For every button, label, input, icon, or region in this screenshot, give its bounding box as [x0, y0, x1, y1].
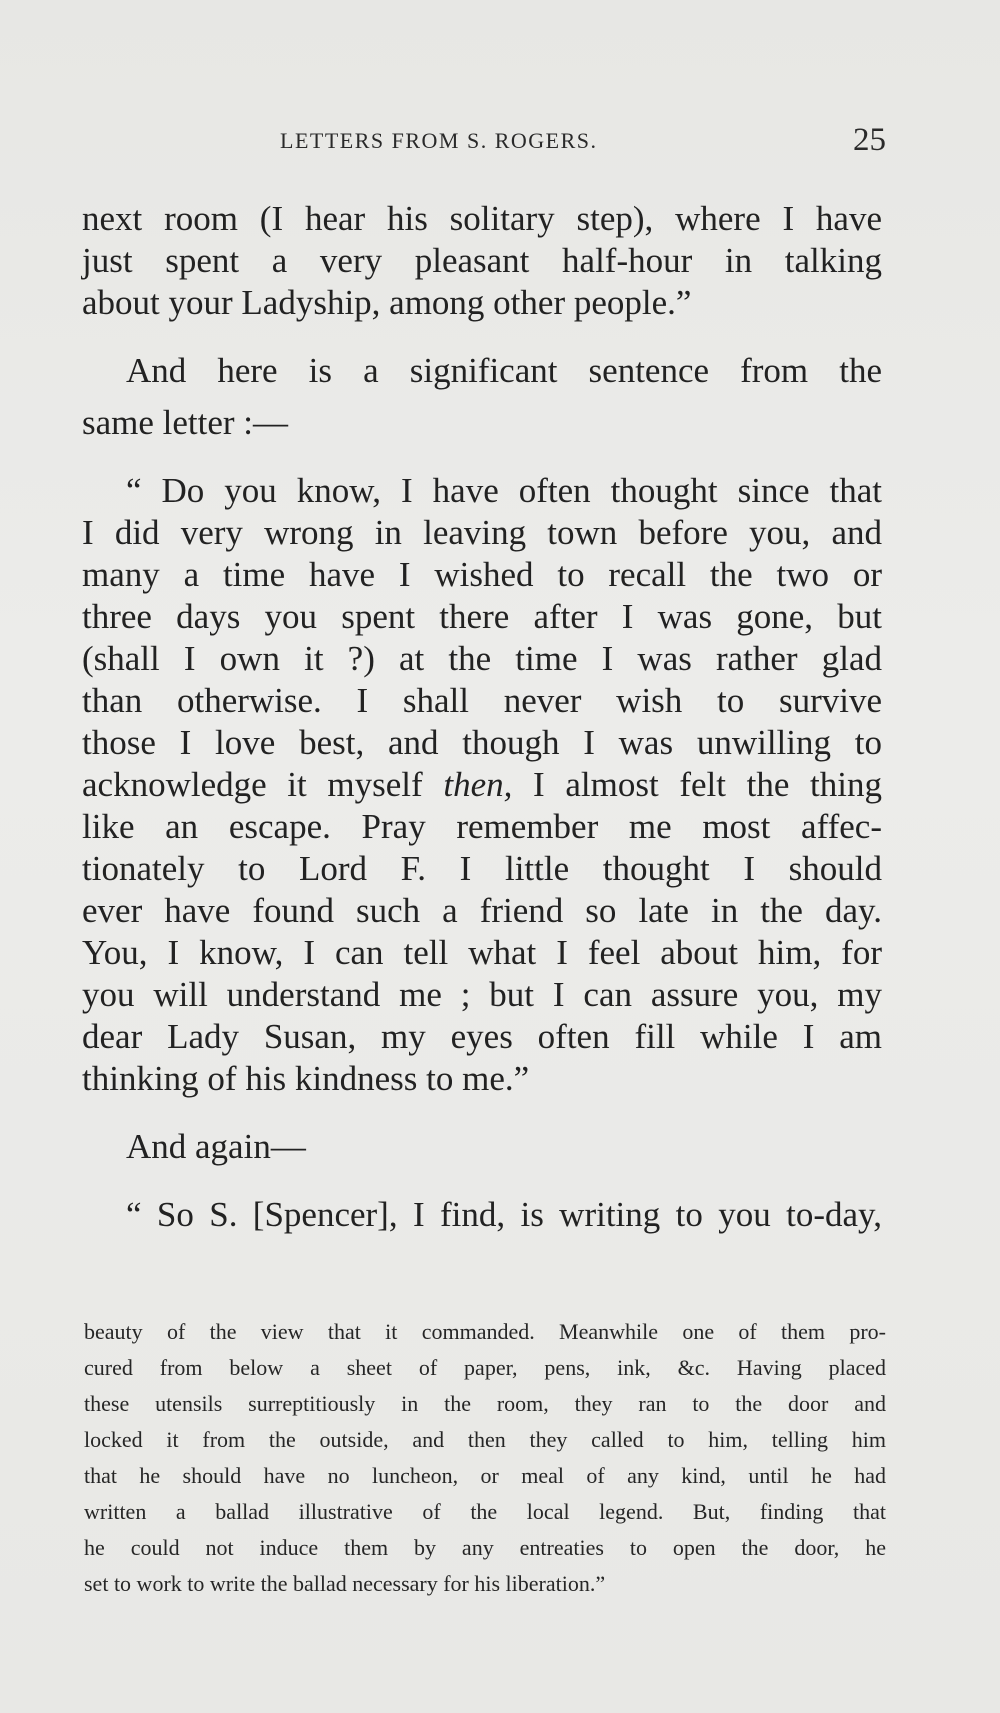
text-fragment: I almost felt the thing — [512, 765, 882, 804]
footnote-line: these utensils surreptitiously in the room, they ran to the door and — [84, 1391, 886, 1416]
text-line: ever have found such a friend so late in the day. — [82, 891, 882, 930]
text-line: you will understand me ; but I can assure you, my — [82, 975, 882, 1014]
footnote-line: locked it from the outside, and then they called to him, telling him — [84, 1427, 886, 1452]
italic-word: then, — [443, 765, 513, 804]
footnote-line: that he should have no luncheon, or meal of any kind, until he had — [84, 1463, 886, 1488]
text-line: And again— — [126, 1127, 306, 1166]
text-line: next room (I hear his solitary step), where I have — [82, 199, 882, 238]
text-line: just spent a very pleasant half-hour in talking — [82, 241, 882, 280]
page-number: 25 — [853, 122, 886, 158]
text-line: than otherwise. I shall never wish to survive — [82, 681, 882, 720]
text-line: those I love best, and though I was unwilling to — [82, 723, 882, 762]
text-line: about your Ladyship, among other people.” — [82, 283, 692, 322]
text-line: same letter :— — [82, 403, 289, 442]
text-line: “ So S. [Spencer], I find, is writing to you to-day, — [126, 1195, 882, 1234]
footnote-line: he could not induce them by any entreaties to open the door, he — [84, 1535, 886, 1560]
page-header — [280, 122, 890, 166]
text-line: like an escape. Pray remember me most affec- — [82, 807, 882, 846]
text-line: many a time have I wished to recall the two or — [82, 555, 882, 594]
text-line: thinking of his kindness to me.” — [82, 1059, 530, 1098]
footnote — [84, 1314, 886, 1602]
text-line — [82, 764, 882, 806]
footnote-line: beauty of the view that it commanded. Meanwhile one of them pro- — [84, 1319, 886, 1344]
text-line: dear Lady Susan, my eyes often fill while I am — [82, 1017, 882, 1056]
text-line: “ Do you know, I have often thought since that — [126, 471, 882, 510]
text-line: tionately to Lord F. I little thought I should — [82, 849, 882, 888]
text-line: I did very wrong in leaving town before you, and — [82, 513, 882, 552]
text-fragment: acknowledge it myself — [82, 765, 444, 804]
text-line: And here is a significant sentence from the — [126, 351, 882, 390]
footnote-line: written a ballad illustrative of the local legend. But, finding that — [84, 1499, 886, 1524]
main-text — [82, 198, 882, 1236]
footnote-line: cured from below a sheet of paper, pens, ink, &c. Having placed — [84, 1355, 886, 1380]
text-line: three days you spent there after I was gone, but — [82, 597, 882, 636]
footnote-line: set to work to write the ballad necessary for his liberation.” — [84, 1571, 606, 1596]
text-line: (shall I own it ?) at the time I was rather glad — [82, 639, 882, 678]
text-line: You, I know, I can tell what I feel about him, for — [82, 933, 882, 972]
running-title: LETTERS FROM S. ROGERS. — [280, 128, 598, 153]
